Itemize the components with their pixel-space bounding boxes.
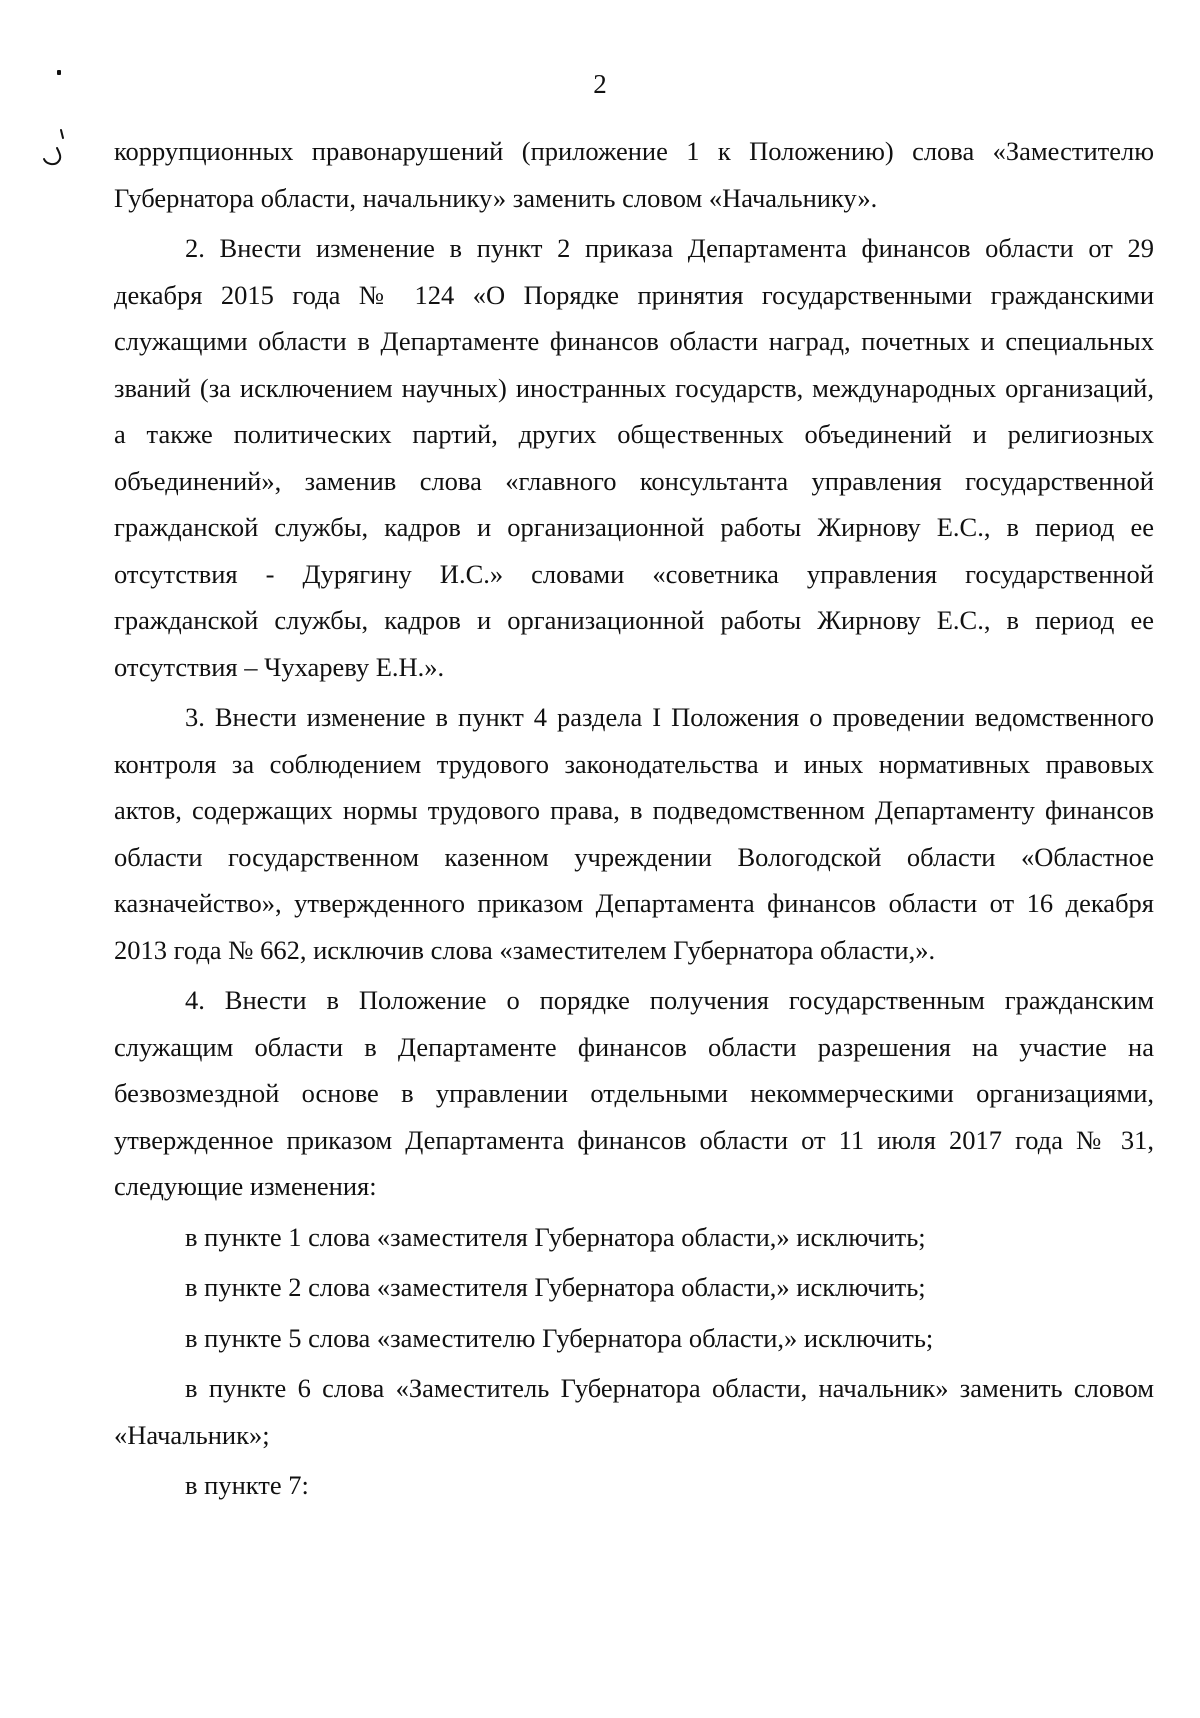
paragraph-item-2: 2. Внести изменение в пункт 2 приказа Департамента финансов области от 29 декабря 2015 года № 124 «О Порядке принятия государственными гражданскими служащими области в Департаменте финансов области наград, почетных и специальных званий (за исключением научных) иностранных государств, международных организаций, а также политических партий, других общественных объединений и религиозных объединений», заменив слова «главного консультанта управления государственной гражданской службы, кадров и организационной работы Жирнову Е.С., в период ее отсутствия - Дурягину И.С.» словами «советника управления государственной гражданской службы, кадров и организационной работы Жирнову Е.С., в период ее отсутствия – Чухареву Е.Н.». [114,233,1154,682]
paragraph-subitem-point-6: в пункте 6 слова «Заместитель Губернатора области, начальник» заменить словом «Начальник»; [114,1373,1154,1450]
paragraph-subitem-point-1: в пункте 1 слова «заместителя Губернатора области,» исключить; [185,1221,926,1252]
document-body [114,128,1154,1513]
handwritten-check-mark [40,128,70,168]
page-number: 2 [593,69,607,99]
paragraph-item-3: 3. Внести изменение в пункт 4 раздела I Положения о проведении ведомственного контроля за соблюдением трудового законодательства и иных нормативных правовых актов, содержащих нормы трудового права, в подведомственном Департаменту финансов области государственном казенном учреждении Вологодской области «Областное казначейство», утвержденного приказом Департамента финансов области от 16 декабря 2013 года № 662, исключив слова «заместителем Губернатора области,». [114,702,1154,965]
paragraph-continuation: коррупционных правонарушений (приложение 1 к Положению) слова «Заместителю Губернатора области, начальнику» заменить словом «Начальнику». [114,136,1154,213]
paragraph-subitem-point-7: в пункте 7: [185,1470,309,1500]
paragraph-subitem-point-5: в пункте 5 слова «заместителю Губернатора области,» исключить; [185,1322,934,1353]
paragraph-subitem-point-2: в пункте 2 слова «заместителя Губернатора области,» исключить; [185,1272,926,1302]
paragraph-item-4: 4. Внести в Положение о порядке получения государственным гражданским служащим области в Департаменте финансов области разрешения на участие на безвозмездной основе в управлении отдельными некоммерческими организациями, утвержденное приказом Департамента финансов области от 11 июля 2017 года № 31, следующие изменения: [114,985,1154,1201]
